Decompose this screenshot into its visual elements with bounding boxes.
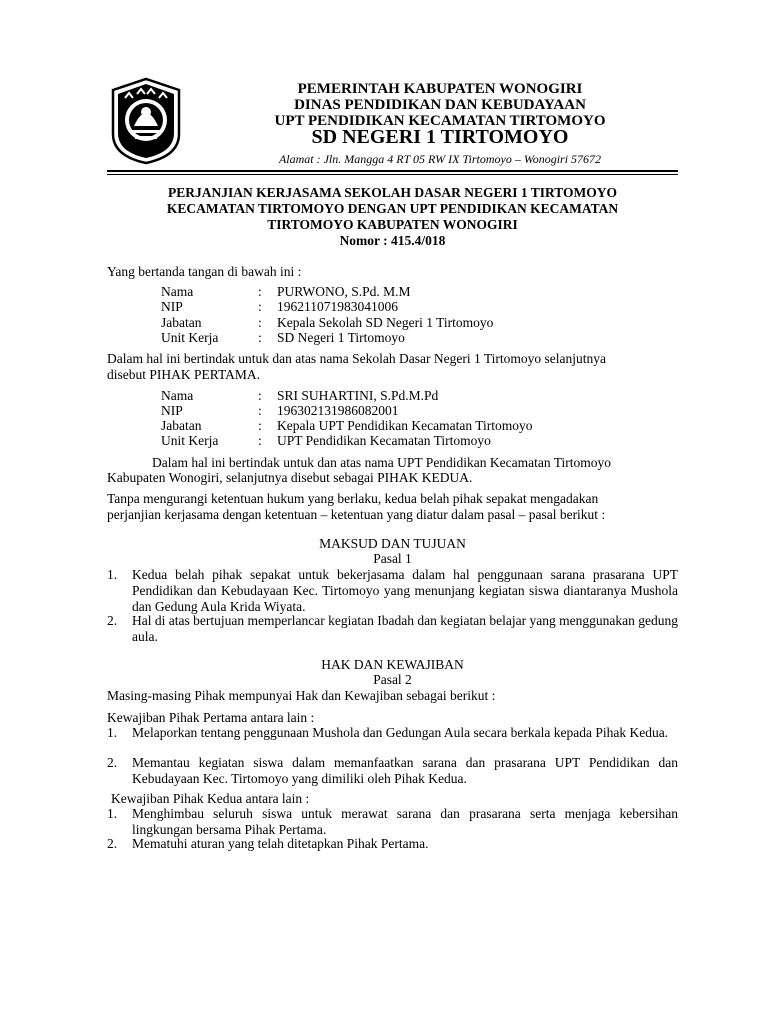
field-value: SRI SUHARTINI, S.Pd.M.Pd <box>277 388 439 403</box>
field-value: Kepala UPT Pendidikan Kecamatan Tirtomoyo <box>277 418 533 433</box>
first-party-obligations-heading: Kewajiban Pihak Pertama antara lain : <box>107 710 315 725</box>
second-party-obligations-heading: Kewajiban Pihak Kedua antara lain : <box>111 791 310 806</box>
field-colon: : <box>258 330 262 345</box>
field-colon: : <box>258 403 262 418</box>
list-item-number: 2. <box>107 755 118 770</box>
letterhead-government: PEMERINTAH KABUPATEN WONOGIRI <box>297 81 583 97</box>
party2-statement-line2: Kabupaten Wonogiri, selanjutnya disebut sebagai PIHAK KEDUA. <box>107 470 473 485</box>
field-colon: : <box>258 418 262 433</box>
party1-statement-line2: disebut PIHAK PERTAMA. <box>107 367 260 382</box>
section1-heading: MAKSUD DAN TUJUAN <box>319 536 466 551</box>
section2-heading: HAK DAN KEWAJIBAN <box>321 657 464 672</box>
letterhead-divider-thick <box>107 170 678 172</box>
field-label: Jabatan <box>161 418 202 433</box>
field-colon: : <box>258 284 262 299</box>
field-value: PURWONO, S.Pd. M.M <box>277 284 411 299</box>
field-colon: : <box>258 315 262 330</box>
field-value: UPT Pendidikan Kecamatan Tirtomoyo <box>277 433 491 448</box>
field-colon: : <box>258 299 262 314</box>
field-label: Nama <box>161 284 194 299</box>
agreement-title-line3: TIRTOMOYO KABUPATEN WONOGIRI <box>267 217 518 232</box>
list-item-text: Menghimbau seluruh siswa untuk merawat sarana dan prasarana serta menjaga kebersihan lingkungan bersama Pihak Pertama. <box>132 806 678 837</box>
list-item-number: 1. <box>107 725 118 740</box>
party2-statement-line1: Dalam hal ini bertindak untuk dan atas nama UPT Pendidikan Kecamatan Tirtomoyo <box>152 455 612 470</box>
letterhead-upt: UPT PENDIDIKAN KECAMATAN TIRTOMOYO <box>274 113 606 129</box>
field-label: Unit Kerja <box>161 433 219 448</box>
section1-pasal: Pasal 1 <box>373 551 412 566</box>
section2-pasal: Pasal 2 <box>373 672 412 687</box>
field-label: Jabatan <box>161 315 202 330</box>
wonogiri-emblem-icon <box>107 76 185 166</box>
agreement-title-line2: KECAMATAN TIRTOMOYO DENGAN UPT PENDIDIKAN KECAMATAN <box>166 201 619 216</box>
preamble-line1: Tanpa mengurangi ketentuan hukum yang berlaku, kedua belah pihak sepakat mengadakan <box>107 491 599 506</box>
agreement-title-line1: PERJANJIAN KERJASAMA SEKOLAH DASAR NEGERI 1 TIRTOMOYO <box>167 185 618 200</box>
list-item-number: 2. <box>107 613 118 628</box>
party1-statement-line1: Dalam hal ini bertindak untuk dan atas nama Sekolah Dasar Negeri 1 Tirtomoyo selanjutnya <box>107 351 607 366</box>
letterhead-department: DINAS PENDIDIKAN DAN KEBUDAYAAN <box>294 97 586 113</box>
field-colon: : <box>258 433 262 448</box>
list-item-number: 2. <box>107 836 118 851</box>
preamble-line2: perjanjian kerjasama dengan ketentuan – ketentuan yang diatur dalam pasal – pasal berikut : <box>107 507 606 522</box>
list-item-text: Melaporkan tentang penggunaan Mushola dan Gedungan Aula secara berkala kepada Pihak Kedua. <box>132 725 669 740</box>
list-item-number: 1. <box>107 567 118 582</box>
agreement-number: Nomor : 415.4/018 <box>339 233 446 248</box>
list-item-text: Kedua belah pihak sepakat untuk bekerjasama dalam hal penggunaan sarana prasarana UPT Pendidikan dan Kebudayaan Kec. Tirtomoyo yang menunjang kegiatan siswa diantaranya Mushola dan Gedung Aula Krida Wiyata. <box>132 567 678 614</box>
list-item-text: Hal di atas bertujuan memperlancar kegiatan Ibadah dan kegiatan belajar yang menggunakan gedung aula. <box>132 613 678 644</box>
field-value: 196302131986082001 <box>277 403 399 418</box>
section2-intro: Masing-masing Pihak mempunyai Hak dan Kewajiban sebagai berikut : <box>107 688 496 703</box>
list-item-text: Mematuhi aturan yang telah ditetapkan Pihak Pertama. <box>132 836 429 851</box>
field-label: NIP <box>161 403 183 418</box>
list-item-text: Memantau kegiatan siswa dalam memanfaatkan sarana dan prasarana UPT Pendidikan dan Kebudayaan Kec. Tirtomoyo yang dimiliki oleh Pihak Kedua. <box>132 755 678 786</box>
field-colon: : <box>258 388 262 403</box>
field-label: Nama <box>161 388 194 403</box>
list-item-number: 1. <box>107 806 118 821</box>
letterhead-school-name: SD NEGERI 1 TIRTOMOYO <box>311 126 569 148</box>
field-label: Unit Kerja <box>161 330 219 345</box>
field-value: 196211071983041006 <box>277 299 398 314</box>
intro-text: Yang bertanda tangan di bawah ini : <box>107 264 302 279</box>
field-value: SD Negeri 1 Tirtomoyo <box>277 330 405 345</box>
field-value: Kepala Sekolah SD Negeri 1 Tirtomoyo <box>277 315 494 330</box>
letterhead-divider-thin <box>107 174 678 175</box>
field-label: NIP <box>161 299 183 314</box>
letterhead-address: Alamat : Jln. Mangga 4 RT 05 RW IX Tirtomoyo – Wonogiri 57672 <box>278 152 602 166</box>
